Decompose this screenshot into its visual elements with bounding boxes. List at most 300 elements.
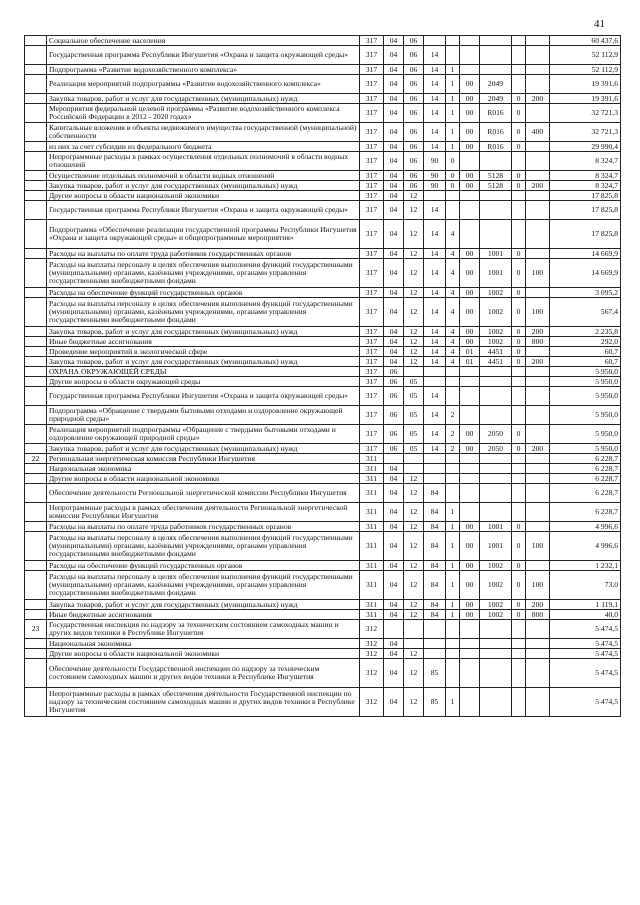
code-section: 06 <box>384 367 404 377</box>
code-expense-type <box>526 425 550 444</box>
code-subsection: 06 <box>404 65 424 75</box>
row-description: Расходы на выплаты персоналу в целях обеспечения выполнения функций государственными (муниципальными) органами, казёнными учреждениями, органами управления государственными внебюджетными фондами <box>47 259 360 288</box>
code-direction: 1001 <box>480 532 512 561</box>
row-number <box>25 532 47 561</box>
code-section: 06 <box>384 444 404 454</box>
row-amount: 6 228,7 <box>550 464 621 474</box>
code-expense-type <box>526 649 550 659</box>
row-amount: 40,0 <box>550 610 621 620</box>
code-direction <box>480 65 512 75</box>
row-description: Государственная программа Республики Ингушетия «Охрана и защита окружающей среды» <box>47 46 360 65</box>
row-number <box>25 425 47 444</box>
row-amount: 6 228,7 <box>550 454 621 464</box>
code-zero <box>512 688 526 717</box>
code-section: 04 <box>384 181 404 191</box>
row-description: Расходы на выплаты по оплате труда работников государственных органов <box>47 522 360 532</box>
code-zero: 0 <box>512 94 526 104</box>
code-program <box>424 464 446 474</box>
code-expense-type <box>526 688 550 717</box>
code-section: 04 <box>384 474 404 484</box>
code-subsection: 12 <box>404 484 424 503</box>
table-row <box>25 649 621 659</box>
table-row <box>25 610 621 620</box>
code-expense-type <box>526 474 550 484</box>
code-direction <box>480 464 512 474</box>
code-direction: 5128 <box>480 181 512 191</box>
row-number <box>25 444 47 454</box>
row-number <box>25 259 47 288</box>
code-event: 00 <box>460 288 480 298</box>
code-subprogram <box>446 367 460 377</box>
row-amount: 52 112,9 <box>550 46 621 65</box>
code-direction: 4451 <box>480 347 512 357</box>
row-description: Расходы на выплаты персоналу в целях обеспечения выполнения функций государственными (муниципальными) органами, казёнными учреждениями, органами управления государственными внебюджетными фондами <box>47 571 360 600</box>
code-direction <box>480 152 512 171</box>
code-ved: 317 <box>360 347 384 357</box>
code-subsection: 05 <box>404 444 424 454</box>
code-zero: 0 <box>512 249 526 259</box>
table-row <box>25 152 621 171</box>
code-event <box>460 387 480 406</box>
code-zero <box>512 474 526 484</box>
code-ved: 317 <box>360 259 384 288</box>
code-program: 14 <box>424 444 446 454</box>
code-subprogram <box>446 659 460 688</box>
table-row <box>25 327 621 337</box>
code-section: 04 <box>384 561 404 571</box>
code-ved: 317 <box>360 36 384 46</box>
row-number <box>25 171 47 181</box>
code-subprogram <box>446 464 460 474</box>
code-program <box>424 474 446 484</box>
code-zero: 0 <box>512 259 526 288</box>
table-row <box>25 123 621 142</box>
code-zero <box>512 191 526 201</box>
code-expense-type: 200 <box>526 327 550 337</box>
code-subsection: 06 <box>404 123 424 142</box>
row-amount: 17 825,8 <box>550 220 621 249</box>
row-description: Реализация мероприятий подпрограммы «Развитие водохозяйственного комплекса» <box>47 75 360 94</box>
code-subprogram: 1 <box>446 123 460 142</box>
row-description: Обеспечение деятельности Региональной энергетической комиссии Республики Ингушетия <box>47 484 360 503</box>
code-ved: 317 <box>360 152 384 171</box>
row-description: Другие вопросы в области национальной экономики <box>47 191 360 201</box>
row-description: Непрограммные расходы в рамках обеспечения деятельности Государственной инспекции по надзору за техническим состоянием самоходных машин и других видов техники в Республике Ингушетия <box>47 688 360 717</box>
row-description: Иные бюджетные ассигнования <box>47 337 360 347</box>
code-direction <box>480 659 512 688</box>
code-zero: 0 <box>512 561 526 571</box>
code-zero <box>512 46 526 65</box>
code-direction: 2049 <box>480 94 512 104</box>
code-expense-type: 200 <box>526 94 550 104</box>
code-zero <box>512 75 526 94</box>
code-event <box>460 152 480 171</box>
code-zero: 0 <box>512 288 526 298</box>
code-event <box>460 367 480 377</box>
row-description: Закупка товаров, работ и услуг для государственных (муниципальных) нужд <box>47 94 360 104</box>
table-row <box>25 659 621 688</box>
row-number <box>25 46 47 65</box>
table-row <box>25 454 621 464</box>
code-program: 90 <box>424 152 446 171</box>
code-subsection: 06 <box>404 94 424 104</box>
code-subsection: 12 <box>404 522 424 532</box>
code-section: 04 <box>384 259 404 288</box>
code-direction: 1002 <box>480 600 512 610</box>
row-description: Закупка товаров, работ и услуг для государственных (муниципальных) нужд <box>47 357 360 367</box>
code-subsection: 06 <box>404 75 424 94</box>
code-expense-type <box>526 46 550 65</box>
code-direction: 1002 <box>480 561 512 571</box>
code-section: 04 <box>384 36 404 46</box>
code-direction <box>480 46 512 65</box>
row-number <box>25 357 47 367</box>
row-number <box>25 152 47 171</box>
row-amount: 5 474,5 <box>550 639 621 649</box>
code-zero: 0 <box>512 444 526 454</box>
code-ved: 317 <box>360 220 384 249</box>
code-event <box>460 220 480 249</box>
code-expense-type <box>526 104 550 123</box>
row-number <box>25 484 47 503</box>
row-number <box>25 600 47 610</box>
code-subsection: 12 <box>404 357 424 367</box>
code-ved: 317 <box>360 191 384 201</box>
code-subsection: 12 <box>404 201 424 220</box>
code-event: 00 <box>460 171 480 181</box>
row-number <box>25 288 47 298</box>
code-program: 84 <box>424 532 446 561</box>
code-zero <box>512 387 526 406</box>
code-program: 84 <box>424 503 446 522</box>
code-program: 84 <box>424 571 446 600</box>
code-expense-type <box>526 484 550 503</box>
code-expense-type <box>526 201 550 220</box>
code-program <box>424 377 446 387</box>
code-expense-type <box>526 220 550 249</box>
code-event <box>460 406 480 425</box>
row-description: Реализация мероприятий подпрограммы «Обращение с твердыми бытовыми отходами и оздоровление окружающей природной среды» <box>47 425 360 444</box>
code-ved: 317 <box>360 94 384 104</box>
code-subsection: 05 <box>404 377 424 387</box>
row-amount: 5 474,5 <box>550 649 621 659</box>
code-expense-type <box>526 142 550 152</box>
code-ved: 312 <box>360 688 384 717</box>
code-expense-type <box>526 406 550 425</box>
code-ved: 317 <box>360 387 384 406</box>
code-subsection: 12 <box>404 220 424 249</box>
code-event <box>460 65 480 75</box>
row-number <box>25 571 47 600</box>
code-section: 04 <box>384 191 404 201</box>
code-expense-type <box>526 387 550 406</box>
code-zero <box>512 377 526 387</box>
code-zero <box>512 152 526 171</box>
code-event: 00 <box>460 142 480 152</box>
code-zero <box>512 503 526 522</box>
code-program: 85 <box>424 688 446 717</box>
code-ved: 311 <box>360 522 384 532</box>
table-row <box>25 571 621 600</box>
code-zero: 0 <box>512 357 526 367</box>
code-ved: 311 <box>360 561 384 571</box>
code-event: 00 <box>460 75 480 94</box>
code-subprogram: 0 <box>446 152 460 171</box>
code-ved: 317 <box>360 406 384 425</box>
code-ved: 317 <box>360 288 384 298</box>
code-program: 14 <box>424 104 446 123</box>
code-zero: 0 <box>512 347 526 357</box>
code-zero: 0 <box>512 123 526 142</box>
code-subprogram <box>446 36 460 46</box>
code-subprogram: 1 <box>446 532 460 561</box>
row-amount: 73,0 <box>550 571 621 600</box>
code-program: 14 <box>424 65 446 75</box>
code-section: 04 <box>384 337 404 347</box>
code-zero: 0 <box>512 104 526 123</box>
table-row <box>25 46 621 65</box>
row-amount: 8 324,7 <box>550 152 621 171</box>
code-expense-type <box>526 377 550 387</box>
table-row <box>25 532 621 561</box>
row-number <box>25 75 47 94</box>
row-amount: 1 232,1 <box>550 561 621 571</box>
row-description: Мероприятия федеральной целевой программы «Развитие водохозяйственного комплекса Российской Федерации в 2012 - 2020 годах» <box>47 104 360 123</box>
code-expense-type: 200 <box>526 181 550 191</box>
row-description: Обеспечение деятельности Государственной инспекции по надзору за техническим состоянием самоходных машин и других видов техники в Республике Ингушетия <box>47 659 360 688</box>
row-description: Национальная экономика <box>47 464 360 474</box>
table-row <box>25 444 621 454</box>
code-program <box>424 454 446 464</box>
code-subprogram <box>446 474 460 484</box>
code-subprogram <box>446 46 460 65</box>
code-expense-type: 100 <box>526 298 550 327</box>
code-subprogram: 1 <box>446 104 460 123</box>
code-subsection: 06 <box>404 171 424 181</box>
code-subprogram: 0 <box>446 181 460 191</box>
row-number <box>25 201 47 220</box>
code-program: 14 <box>424 249 446 259</box>
table-row <box>25 181 621 191</box>
code-direction: 2049 <box>480 75 512 94</box>
code-section: 04 <box>384 220 404 249</box>
code-zero <box>512 65 526 75</box>
code-subprogram: 1 <box>446 75 460 94</box>
row-number <box>25 377 47 387</box>
code-program <box>424 649 446 659</box>
code-subsection: 12 <box>404 571 424 600</box>
code-subprogram <box>446 454 460 464</box>
code-expense-type <box>526 152 550 171</box>
code-subprogram <box>446 484 460 503</box>
code-subprogram: 1 <box>446 561 460 571</box>
code-event <box>460 36 480 46</box>
code-program: 14 <box>424 298 446 327</box>
table-row <box>25 620 621 639</box>
code-subprogram: 2 <box>446 444 460 454</box>
table-row <box>25 522 621 532</box>
row-description: Подпрограмма «Обращение с твердыми бытовыми отходами и оздоровление окружающей природной среды» <box>47 406 360 425</box>
row-description: Другие вопросы в области национальной экономики <box>47 474 360 484</box>
table-row <box>25 600 621 610</box>
code-ved: 312 <box>360 639 384 649</box>
code-event: 00 <box>460 600 480 610</box>
row-description: Непрограммные расходы в рамках обеспечения деятельности Региональной энергетической комиссии Республики Ингушетия <box>47 503 360 522</box>
code-direction <box>480 201 512 220</box>
row-description: Расходы на выплаты персоналу в целях обеспечения выполнения функций государственными (муниципальными) органами, казёнными учреждениями, органами управления государственными внебюджетными фондами <box>47 532 360 561</box>
row-number <box>25 688 47 717</box>
row-amount: 5 474,5 <box>550 659 621 688</box>
code-subprogram <box>446 649 460 659</box>
code-ved: 312 <box>360 649 384 659</box>
row-number: 22 <box>25 454 47 464</box>
code-ved: 311 <box>360 464 384 474</box>
code-section: 04 <box>384 65 404 75</box>
table-row <box>25 142 621 152</box>
code-zero <box>512 639 526 649</box>
code-subprogram: 1 <box>446 94 460 104</box>
row-description: Осуществление отдельных полномочий в области водных отношений <box>47 171 360 181</box>
code-subsection: 12 <box>404 191 424 201</box>
row-description: Подпрограмма «Обеспечение реализации государственной программы Республики Ингушетия «Охрана и защита окружающей среды» и общепрограммные мероприятия» <box>47 220 360 249</box>
code-program: 90 <box>424 181 446 191</box>
code-event: 00 <box>460 425 480 444</box>
table-row <box>25 337 621 347</box>
row-number <box>25 464 47 474</box>
row-number <box>25 220 47 249</box>
row-description: Региональная энергетическая комиссия Республики Ингушетия <box>47 454 360 464</box>
code-program: 14 <box>424 142 446 152</box>
code-ved: 317 <box>360 201 384 220</box>
table-row <box>25 639 621 649</box>
code-subsection: 06 <box>404 181 424 191</box>
code-event: 00 <box>460 532 480 561</box>
table-row <box>25 36 621 46</box>
row-description: Государственная программа Республики Ингушетия «Охрана и защита окружающей среды» <box>47 387 360 406</box>
row-number <box>25 104 47 123</box>
code-event <box>460 649 480 659</box>
code-program: 90 <box>424 171 446 181</box>
row-amount: 17 825,8 <box>550 201 621 220</box>
code-event: 00 <box>460 610 480 620</box>
table-row <box>25 201 621 220</box>
row-amount: 8 324,7 <box>550 181 621 191</box>
code-subprogram: 1 <box>446 688 460 717</box>
row-amount: 1 119,1 <box>550 600 621 610</box>
code-zero <box>512 620 526 639</box>
code-event <box>460 464 480 474</box>
row-number <box>25 522 47 532</box>
code-expense-type <box>526 347 550 357</box>
row-description: Закупка товаров, работ и услуг для государственных (муниципальных) нужд <box>47 600 360 610</box>
code-subprogram: 1 <box>446 600 460 610</box>
code-direction: 1002 <box>480 571 512 600</box>
code-zero: 0 <box>512 522 526 532</box>
code-program: 84 <box>424 610 446 620</box>
code-expense-type: 400 <box>526 123 550 142</box>
code-direction: 1002 <box>480 337 512 347</box>
code-ved: 317 <box>360 181 384 191</box>
row-amount: 17 825,8 <box>550 191 621 201</box>
row-description: Государственная инспекция по надзору за техническим состоянием самоходных машин и других видов техники в Республике Ингушетия <box>47 620 360 639</box>
code-ved: 317 <box>360 46 384 65</box>
code-section: 06 <box>384 425 404 444</box>
row-description: Проведение мероприятий в экологической сфере <box>47 347 360 357</box>
table-row <box>25 104 621 123</box>
code-program <box>424 620 446 639</box>
code-subsection: 12 <box>404 249 424 259</box>
row-amount: 14 669,9 <box>550 259 621 288</box>
row-number <box>25 367 47 377</box>
code-subsection <box>404 620 424 639</box>
code-section: 04 <box>384 298 404 327</box>
code-subsection <box>404 367 424 377</box>
code-subsection: 06 <box>404 152 424 171</box>
code-subsection: 12 <box>404 659 424 688</box>
code-event <box>460 191 480 201</box>
code-direction <box>480 503 512 522</box>
code-subsection: 12 <box>404 347 424 357</box>
code-subsection: 06 <box>404 46 424 65</box>
code-expense-type: 100 <box>526 571 550 600</box>
row-description: Расходы на выплаты по оплате труда работников государственных органов <box>47 249 360 259</box>
row-number <box>25 474 47 484</box>
code-direction <box>480 639 512 649</box>
table-row <box>25 561 621 571</box>
row-amount: 52 112,9 <box>550 65 621 75</box>
code-ved: 311 <box>360 610 384 620</box>
row-amount: 32 721,3 <box>550 104 621 123</box>
code-subsection: 12 <box>404 298 424 327</box>
code-direction <box>480 387 512 406</box>
code-expense-type <box>526 288 550 298</box>
row-number <box>25 406 47 425</box>
code-event <box>460 620 480 639</box>
table-row <box>25 387 621 406</box>
code-section: 04 <box>384 327 404 337</box>
code-section: 04 <box>384 464 404 474</box>
row-number <box>25 191 47 201</box>
row-number <box>25 36 47 46</box>
code-subprogram: 4 <box>446 249 460 259</box>
code-program: 14 <box>424 347 446 357</box>
code-expense-type: 200 <box>526 444 550 454</box>
code-subsection: 05 <box>404 387 424 406</box>
table-row <box>25 288 621 298</box>
code-subprogram: 1 <box>446 522 460 532</box>
code-section: 06 <box>384 406 404 425</box>
code-direction: 5128 <box>480 171 512 181</box>
code-event: 00 <box>460 249 480 259</box>
code-section: 04 <box>384 649 404 659</box>
row-description: Расходы на обеспечение функций государственных органов <box>47 288 360 298</box>
code-ved: 311 <box>360 503 384 522</box>
code-ved: 311 <box>360 571 384 600</box>
code-expense-type <box>526 367 550 377</box>
row-amount: 5 950,0 <box>550 444 621 454</box>
code-direction: 1002 <box>480 327 512 337</box>
code-direction: 4451 <box>480 357 512 367</box>
row-description: Государственная программа Республики Ингушетия «Охрана и защита окружающей среды» <box>47 201 360 220</box>
row-amount: 60 437,6 <box>550 36 621 46</box>
code-section: 04 <box>384 288 404 298</box>
code-program: 84 <box>424 600 446 610</box>
code-direction <box>480 367 512 377</box>
row-amount: 19 391,6 <box>550 94 621 104</box>
code-zero: 0 <box>512 181 526 191</box>
code-subprogram: 4 <box>446 347 460 357</box>
code-ved: 317 <box>360 425 384 444</box>
